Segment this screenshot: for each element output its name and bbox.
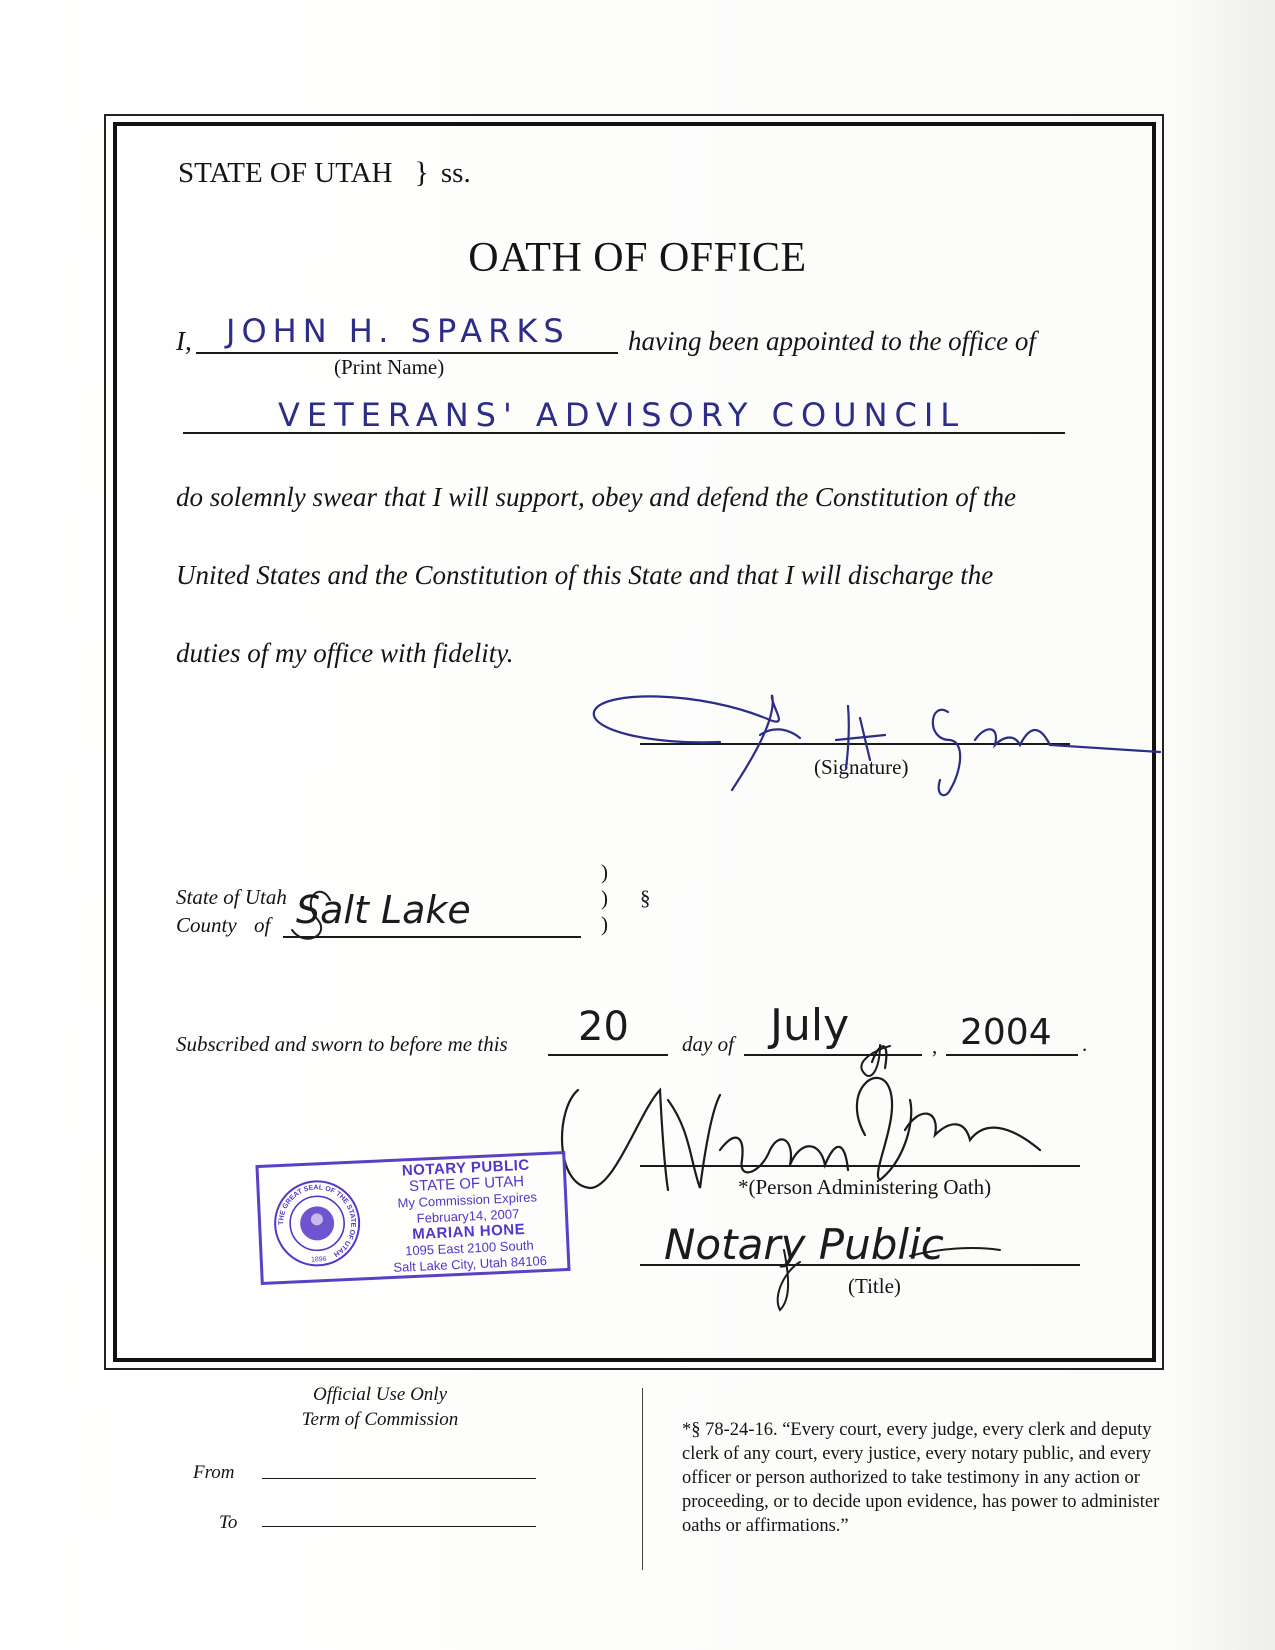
- handwritten-name: JOHN H. SPARKS: [226, 312, 570, 350]
- venue-of-label: of: [254, 913, 271, 937]
- stamp-line-3: My Commission Expires: [397, 1189, 538, 1211]
- stamp-line-5: MARIAN HONE: [411, 1220, 526, 1244]
- oath-line-3: duties of my office with fidelity.: [176, 638, 514, 668]
- i-prefix: I,: [176, 326, 192, 356]
- jurat-day-of: day of: [682, 1032, 734, 1056]
- from-underline: [262, 1478, 536, 1479]
- stamp-line-4: February14, 2007: [416, 1206, 520, 1226]
- handwritten-office: VETERANS' ADVISORY COUNCIL: [278, 396, 966, 434]
- signature-caption: (Signature): [814, 755, 909, 779]
- handwritten-month: July: [770, 1000, 850, 1051]
- title-caption: (Title): [848, 1274, 901, 1298]
- to-underline: [262, 1526, 536, 1527]
- stamp-line-1: NOTARY PUBLIC: [401, 1156, 531, 1180]
- county-underline: [283, 936, 581, 938]
- appointed-text: having been appointed to the office of: [628, 326, 1036, 356]
- day-underline: [548, 1054, 668, 1056]
- footer-divider: [642, 1388, 643, 1570]
- oath-line-2: United States and the Constitution of this State and that I will discharge the: [176, 560, 994, 590]
- administering-underline: [640, 1165, 1080, 1167]
- handwritten-year: 2004: [960, 1012, 1052, 1053]
- venue-paren-2: ): [601, 886, 608, 910]
- official-use-title: Official Use Only: [312, 1384, 448, 1405]
- jurat-period: .: [1082, 1032, 1088, 1056]
- venue-paren-3: ): [601, 912, 608, 936]
- venue-state-label: State of Utah: [176, 885, 287, 909]
- handwritten-title: Notary Public: [664, 1220, 944, 1269]
- stamp-line-6: 1095 East 2100 South: [404, 1237, 535, 1259]
- from-label: From: [193, 1462, 235, 1483]
- handwritten-county: Salt Lake: [296, 888, 471, 932]
- jurat-prefix: Subscribed and sworn to before me this: [176, 1032, 508, 1056]
- seal-text: THE GREAT SEAL OF THE STATE OF UTAH: [278, 1184, 357, 1258]
- venue-county-label: County: [176, 913, 237, 937]
- stamp-text: [371, 1156, 566, 1277]
- ss-label: ss.: [440, 157, 471, 189]
- to-label: To: [219, 1512, 238, 1533]
- jurat-comma: ,: [932, 1034, 938, 1058]
- month-underline: [744, 1054, 922, 1056]
- seal-year: 1896: [310, 1255, 327, 1264]
- state-seal-icon: [271, 1177, 363, 1269]
- year-underline: [946, 1054, 1078, 1056]
- venue-paren-1: ): [601, 860, 608, 884]
- official-use-subtitle: Term of Commission: [301, 1409, 459, 1430]
- name-underline: [196, 352, 618, 354]
- brace: }: [414, 156, 429, 189]
- state-header: [178, 156, 471, 190]
- statute-text: *§ 78-24-16. “Every court, every judge, every clerk and deputy clerk of any court, every justice, every notary public, and every officer or person authorized to take testimony in any action or proceeding, or to decide upon evidence, has power to administer oaths or affirmations.”: [682, 1420, 1160, 1536]
- stamp-line-2: STATE OF UTAH: [408, 1172, 525, 1196]
- document-title: OATH OF OFFICE: [468, 235, 807, 281]
- section-symbol: §: [640, 886, 651, 910]
- signature-underline: [640, 743, 1070, 745]
- state-name: STATE OF UTAH: [178, 157, 393, 189]
- oath-line-1: do solemnly swear that I will support, obey and defend the Constitution of the: [176, 482, 1016, 512]
- stamp-line-7: Salt Lake City, Utah 84106: [393, 1252, 548, 1275]
- administering-caption: *(Person Administering Oath): [738, 1175, 992, 1199]
- handwritten-day: 20: [578, 1004, 629, 1050]
- print-name-caption: (Print Name): [334, 355, 445, 379]
- notary-stamp: [255, 1151, 570, 1285]
